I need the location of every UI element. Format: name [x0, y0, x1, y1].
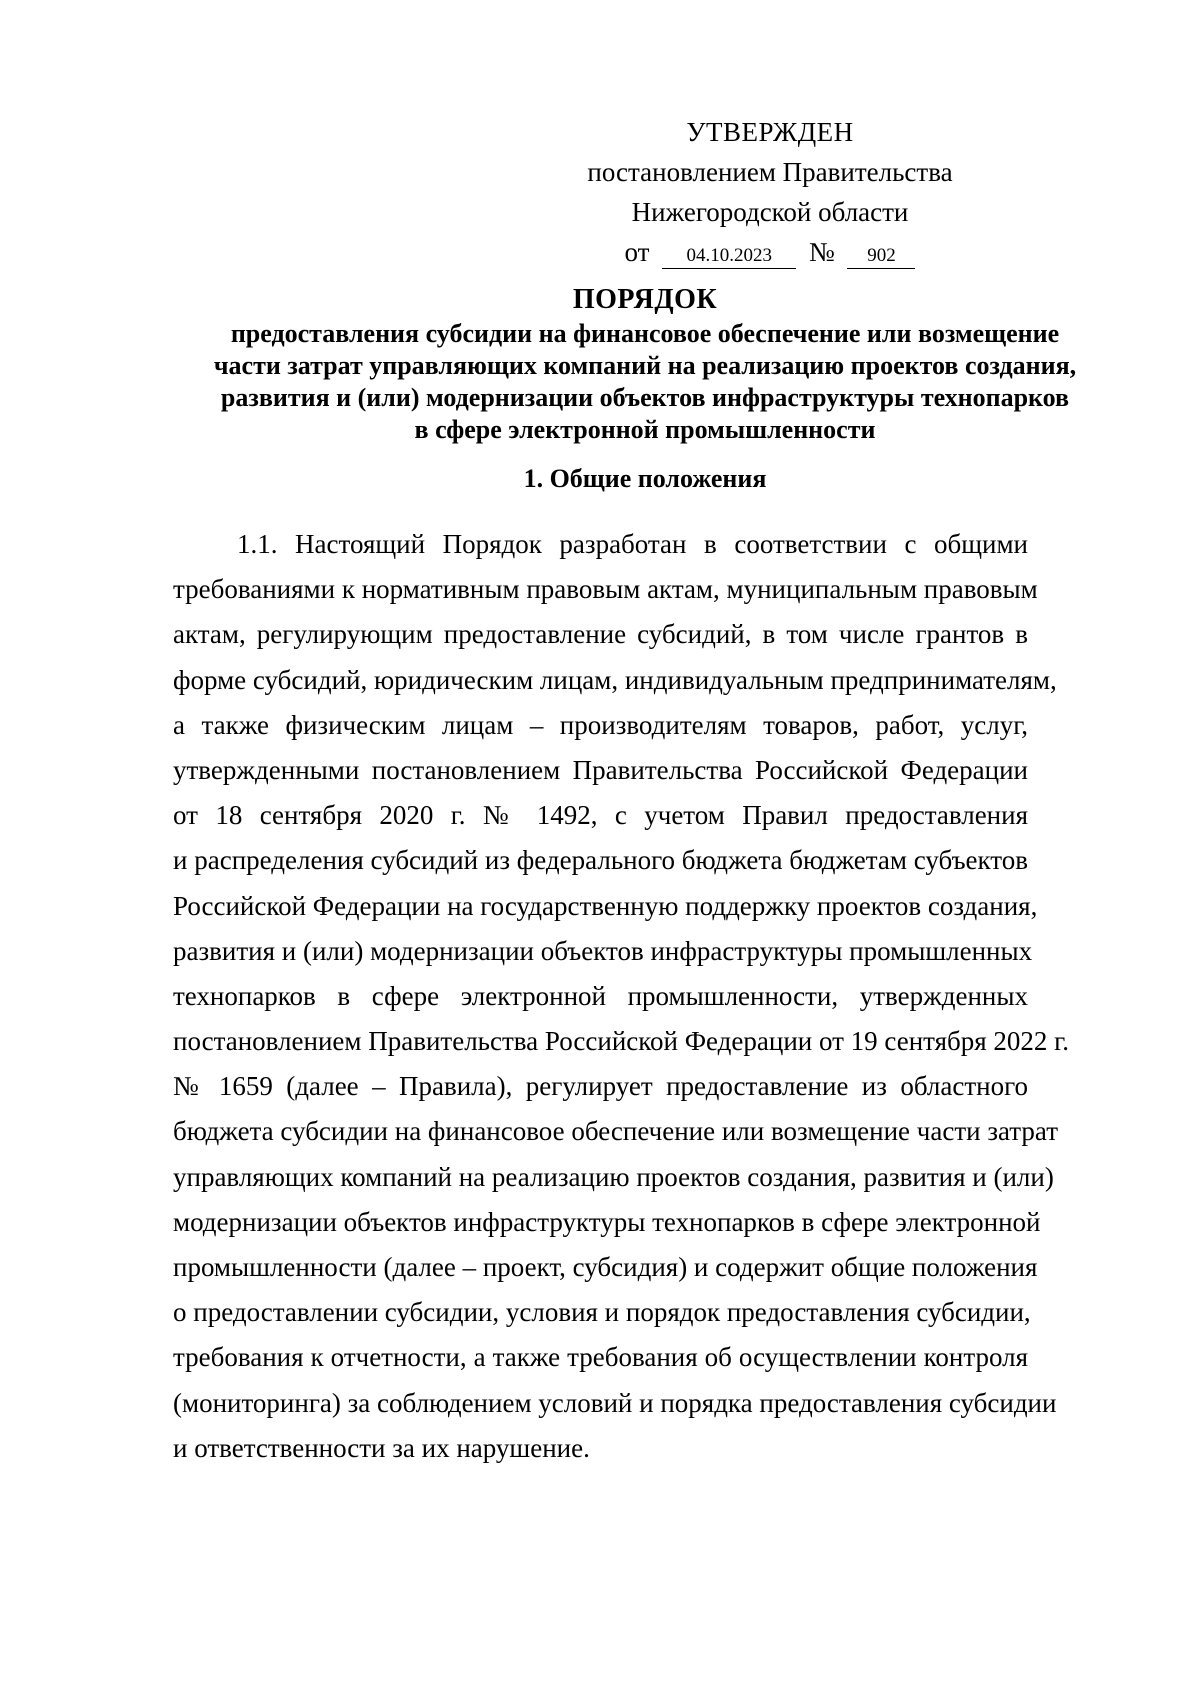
paragraph-line: требованиями к нормативным правовым актам, муниципальным правовым	[173, 574, 1038, 605]
paragraph-line: постановлением Правительства Российской Федерации от 19 сентября 2022 г.	[173, 1026, 1069, 1057]
approval-authority-line-2: Нижегородской области	[631, 197, 909, 227]
paragraph-line: о предоставлении субсидии, условия и порядок предоставления субсидии,	[173, 1297, 1031, 1328]
subtitle-line: предоставления субсидии на финансовое обеспечение или возмещение	[230, 319, 1060, 348]
approval-number: 902	[847, 244, 915, 269]
paragraph-line: утвержденными постановлением Правительства Российской Федерации	[173, 754, 1028, 785]
paragraph-line: и распределения субсидий из федерального бюджета бюджетам субъектов	[173, 845, 1028, 876]
paragraph-line: промышленности (далее – проект, субсидия) и содержит общие положения	[173, 1252, 1038, 1282]
paragraph-1-1	[173, 522, 1069, 1471]
paragraph-line: бюджета субсидии на финансовое обеспечение или возмещение части затрат	[173, 1116, 1059, 1147]
document-heading	[120, 282, 1170, 446]
approval-stamp	[560, 112, 980, 272]
paragraph-line: требования к отчетности, а также требования об осуществлении контроля	[173, 1342, 1028, 1373]
paragraph-line: Российской Федерации на государственную поддержку проектов создания,	[173, 890, 1038, 921]
paragraph-line: (мониторинга) за соблюдением условий и порядка предоставления субсидии	[173, 1387, 1057, 1418]
document-subtitle	[120, 318, 1170, 446]
section-heading: 1. Общие положения	[523, 464, 767, 493]
paragraph-line: актам, регулирующим предоставление субсидий, в том числе грантов в	[173, 619, 1028, 650]
paragraph-line: форме субсидий, юридическим лицам, индивидуальным предпринимателям,	[173, 664, 1057, 695]
document-title: ПОРЯДОК	[572, 284, 718, 315]
paragraph-line: а также физическим лицам – производителям товаров, работ, услуг,	[173, 709, 1028, 740]
approval-number-sign: №	[808, 237, 835, 267]
paragraph-line: 1.1. Настоящий Порядок разработан в соответствии с общими	[237, 529, 1028, 559]
paragraph-line: от 18 сентября 2020 г. № 1492, с учетом Правил предоставления	[173, 800, 1028, 831]
approval-status: УТВЕРЖДЕН	[686, 117, 854, 147]
subtitle-line: развития и (или) модернизации объектов инфраструктуры технопарков	[220, 383, 1070, 412]
paragraph-line: управляющих компаний на реализацию проектов создания, развития и (или)	[173, 1161, 1054, 1192]
approval-date-prefix: от	[624, 237, 650, 267]
approval-date-line	[560, 232, 980, 272]
subtitle-line: в сфере электронной промышленности	[414, 415, 876, 444]
paragraph-line: № 1659 (далее – Правила), регулирует предоставление из областного	[173, 1071, 1028, 1102]
paragraph-line: технопарков в сфере электронной промышленности, утвержденных	[173, 980, 1028, 1011]
approval-authority-line-1: постановлением Правительства	[587, 157, 953, 187]
paragraph-line: развития и (или) модернизации объектов инфраструктуры промышленных	[173, 935, 1033, 966]
paragraph-line: и ответственности за их нарушение.	[173, 1432, 590, 1463]
approval-date: 04.10.2023	[662, 244, 796, 269]
subtitle-line: части затрат управляющих компаний на реализацию проектов создания,	[213, 351, 1077, 380]
paragraph-line: модернизации объектов инфраструктуры технопарков в сфере электронной	[173, 1206, 1041, 1237]
